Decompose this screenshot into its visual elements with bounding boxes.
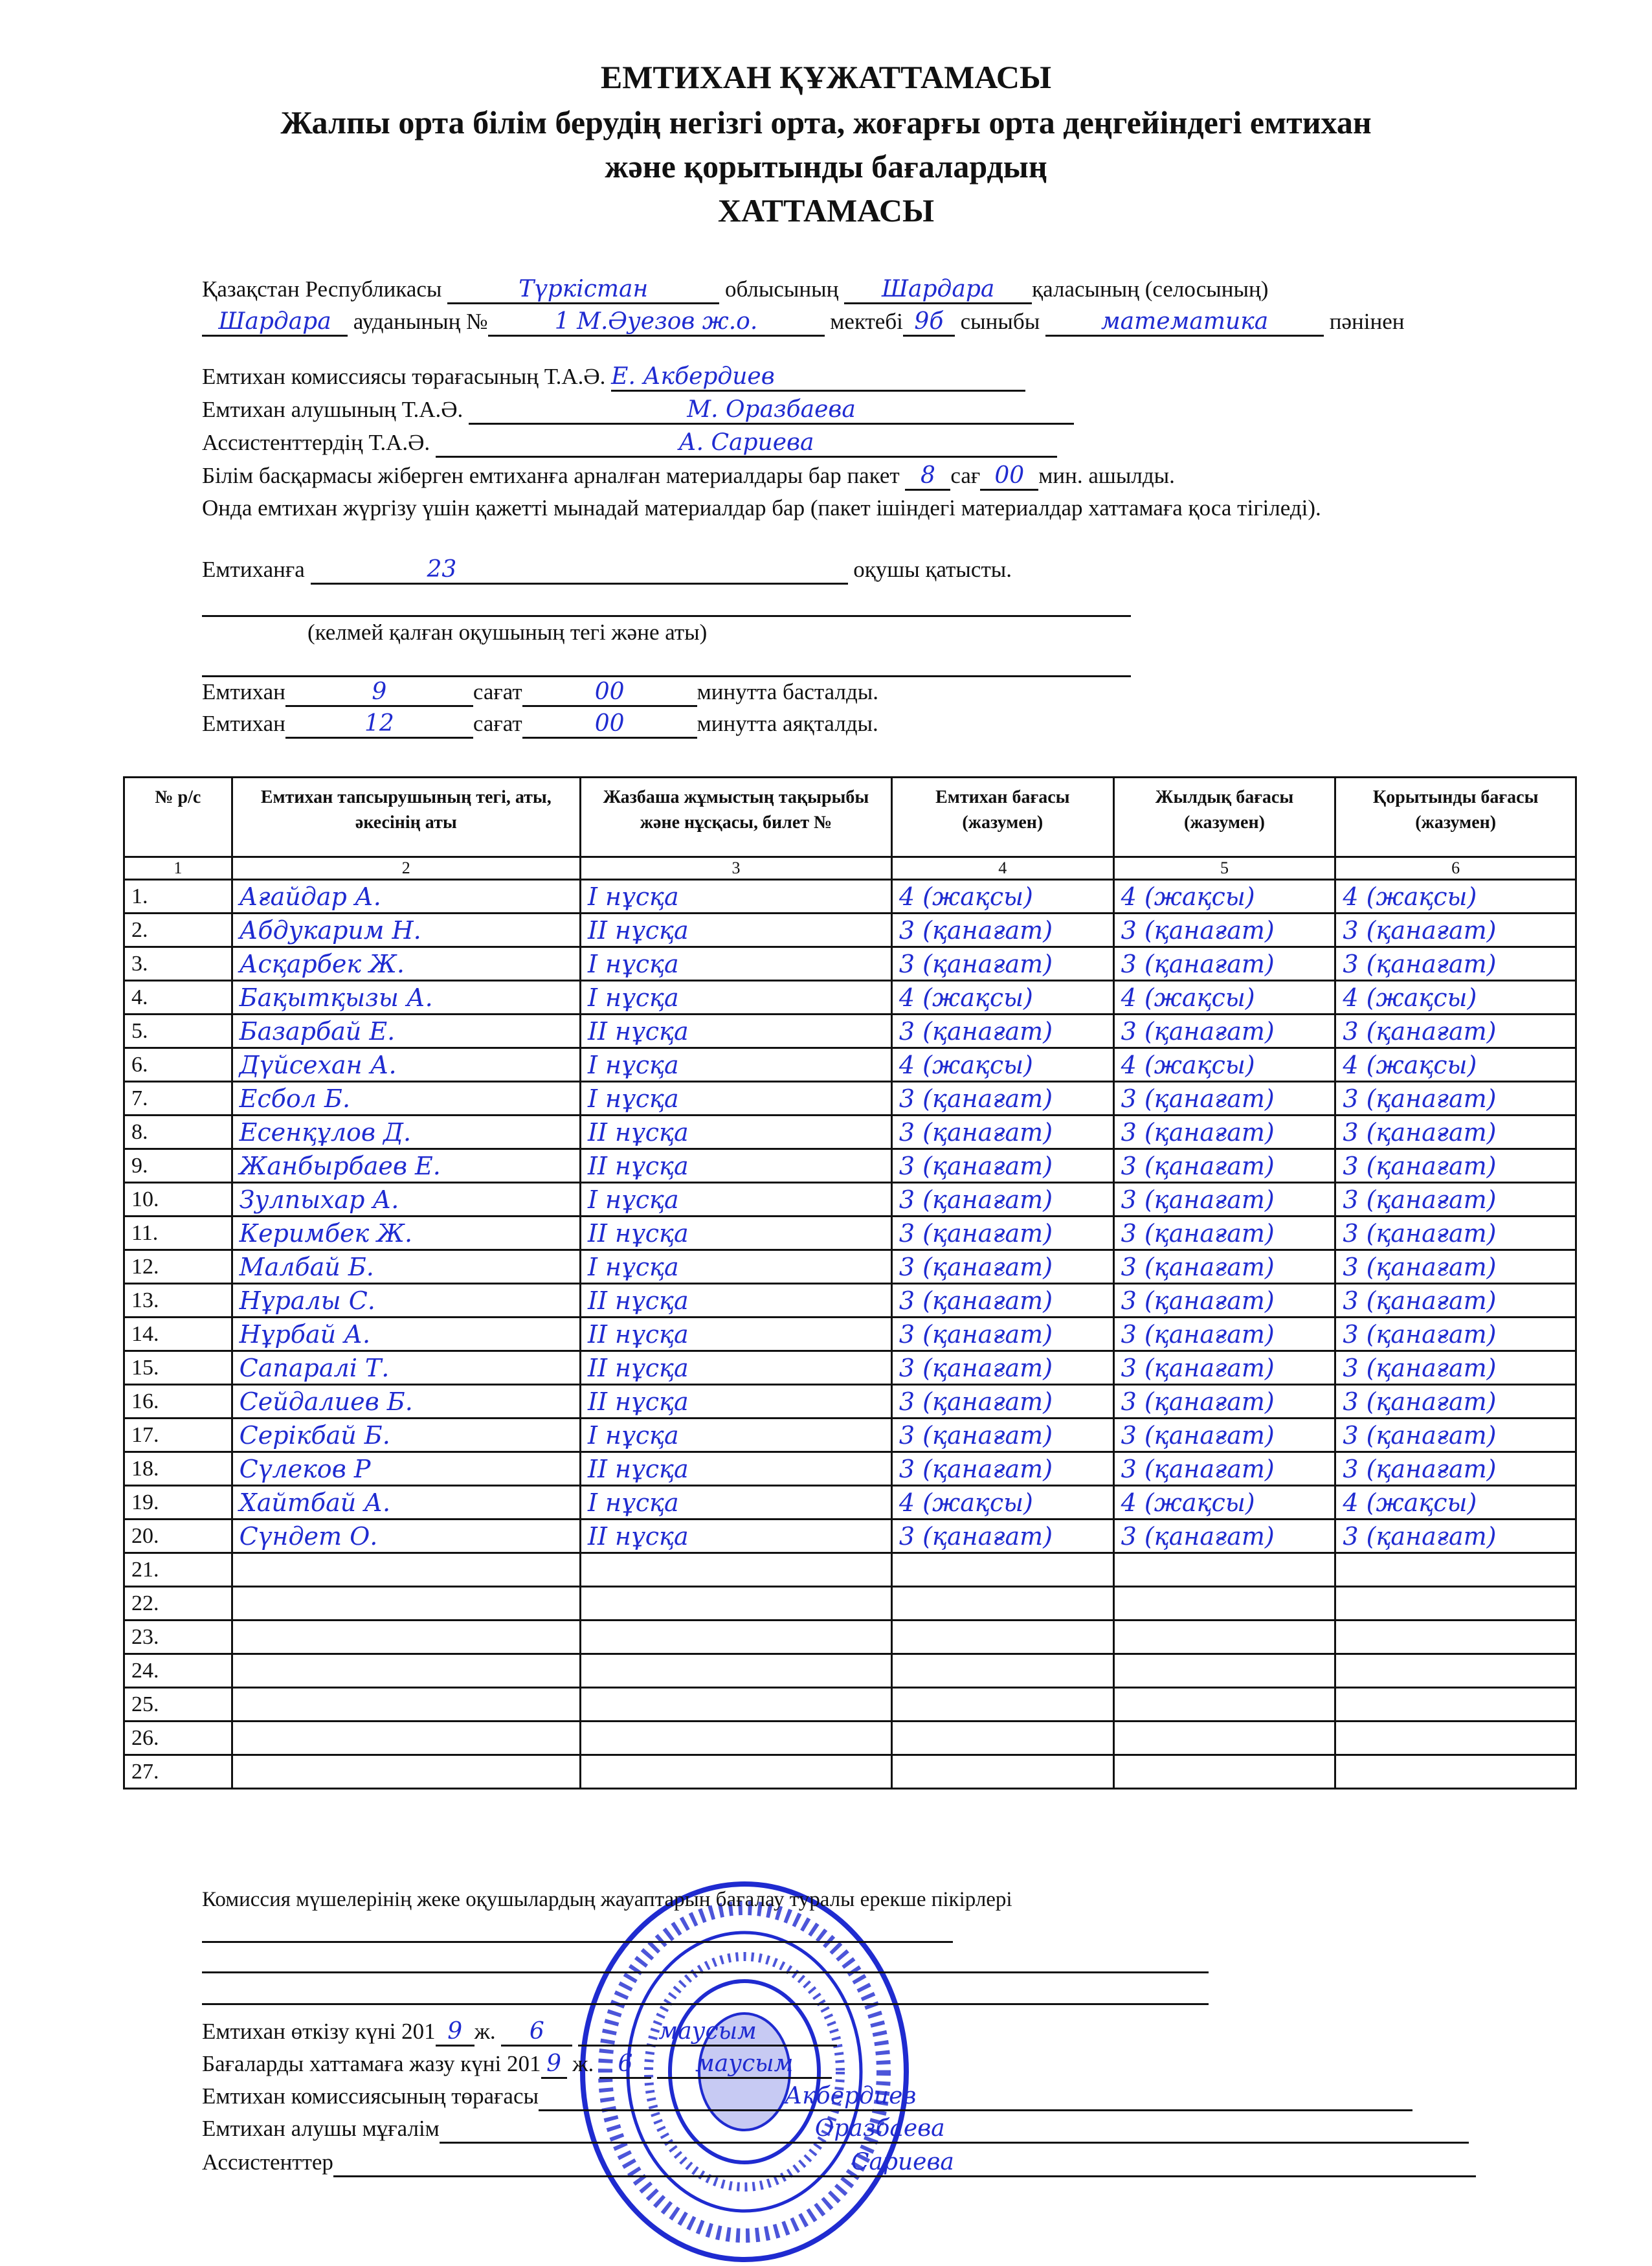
annual-grade: 4 (жақсы) bbox=[1113, 1048, 1335, 1082]
variant bbox=[580, 1621, 891, 1654]
grades-day: 6 bbox=[599, 2051, 651, 2079]
label: Емтихан комиссиясының төрағасы bbox=[202, 2083, 539, 2109]
student-name: Керимбек Ж. bbox=[232, 1217, 580, 1250]
chair-field: Е. Акбердиев bbox=[611, 364, 1025, 392]
variant: II нұсқа bbox=[580, 1520, 891, 1553]
exam-grade: 3 (қанағат) bbox=[891, 1116, 1113, 1149]
comments-line-1 bbox=[202, 1941, 953, 1943]
label: сыныбы bbox=[960, 309, 1040, 334]
final-grade: 3 (қанағат) bbox=[1335, 1082, 1576, 1116]
final-grade: 3 (қанағат) bbox=[1335, 914, 1576, 947]
student-name bbox=[232, 1755, 580, 1789]
exam-grade: 4 (жақсы) bbox=[891, 880, 1113, 914]
label: Ассистенттер bbox=[202, 2149, 333, 2175]
row-number: 25. bbox=[124, 1688, 232, 1722]
exam-grade bbox=[891, 1621, 1113, 1654]
variant: II нұсқа bbox=[580, 1217, 891, 1250]
row-number: 26. bbox=[124, 1722, 232, 1755]
variant: I нұсқа bbox=[580, 1183, 891, 1217]
table-row bbox=[124, 1520, 1576, 1553]
final-grade: 3 (қанағат) bbox=[1335, 1351, 1576, 1385]
row-number: 13. bbox=[124, 1284, 232, 1318]
assistant-signature: Сариева bbox=[333, 2149, 1476, 2177]
row-number: 10. bbox=[124, 1183, 232, 1217]
label: сағат bbox=[473, 679, 522, 704]
subject-field: математика bbox=[1045, 309, 1324, 337]
row-number: 19. bbox=[124, 1486, 232, 1520]
table-row bbox=[124, 1250, 1576, 1284]
exam-grade: 3 (қанағат) bbox=[891, 1082, 1113, 1116]
chair-line bbox=[202, 363, 1025, 392]
table-row bbox=[124, 1553, 1576, 1587]
table-row bbox=[124, 1688, 1576, 1722]
comments-line-3 bbox=[202, 2003, 1209, 2005]
end-line bbox=[202, 710, 878, 739]
annual-grade: 3 (қанағат) bbox=[1113, 1217, 1335, 1250]
exam-grade: 3 (қанағат) bbox=[891, 1250, 1113, 1284]
table-row bbox=[124, 1116, 1576, 1149]
column-number: 1 bbox=[124, 857, 232, 880]
annual-grade: 3 (қанағат) bbox=[1113, 1419, 1335, 1452]
exam-grade: 3 (қанағат) bbox=[891, 947, 1113, 981]
annual-grade: 3 (қанағат) bbox=[1113, 1183, 1335, 1217]
final-grade bbox=[1335, 1688, 1576, 1722]
column-number: 3 bbox=[580, 857, 891, 880]
row-number: 12. bbox=[124, 1250, 232, 1284]
student-name: Дүйсехан А. bbox=[232, 1048, 580, 1082]
student-name: Жанбырбаев Е. bbox=[232, 1149, 580, 1183]
label: сағ bbox=[950, 463, 981, 488]
final-grade bbox=[1335, 1587, 1576, 1621]
table-row bbox=[124, 914, 1576, 947]
row-number: 23. bbox=[124, 1621, 232, 1654]
variant: I нұсқа bbox=[580, 1486, 891, 1520]
label: № bbox=[466, 309, 488, 334]
table-row bbox=[124, 1015, 1576, 1048]
grades-table bbox=[123, 776, 1577, 1789]
label: Емтихан комиссиясы төрағасының Т.А.Ә. bbox=[202, 364, 606, 389]
final-grade: 3 (қанағат) bbox=[1335, 1452, 1576, 1486]
label: сағат bbox=[473, 711, 522, 736]
exam-grade: 4 (жақсы) bbox=[891, 981, 1113, 1015]
city-field: Шардара bbox=[844, 276, 1032, 304]
attendance-count: 23 bbox=[311, 557, 848, 585]
exam-grade: 3 (қанағат) bbox=[891, 1183, 1113, 1217]
annual-grade: 4 (жақсы) bbox=[1113, 981, 1335, 1015]
teacher-sign-line bbox=[202, 2115, 1469, 2144]
variant: I нұсқа bbox=[580, 1250, 891, 1284]
student-name bbox=[232, 1621, 580, 1654]
start-min: 00 bbox=[522, 679, 697, 707]
final-grade bbox=[1335, 1755, 1576, 1789]
assist-sign-line bbox=[202, 2148, 1476, 2177]
annual-grade bbox=[1113, 1722, 1335, 1755]
exam-grade: 3 (қанағат) bbox=[891, 1015, 1113, 1048]
label: Емтиханға bbox=[202, 557, 305, 582]
table-row bbox=[124, 1351, 1576, 1385]
annual-grade: 3 (қанағат) bbox=[1113, 1082, 1335, 1116]
table-row bbox=[124, 1486, 1576, 1520]
final-grade: 3 (қанағат) bbox=[1335, 1217, 1576, 1250]
student-name: Сапаралі Т. bbox=[232, 1351, 580, 1385]
table-row bbox=[124, 947, 1576, 981]
annual-grade: 3 (қанағат) bbox=[1113, 1351, 1335, 1385]
column-number: 6 bbox=[1335, 857, 1576, 880]
school-field: 1 М.Әуезов ж.о. bbox=[488, 309, 825, 337]
doc-subtitle-2: және қорытынды бағалардың bbox=[605, 148, 1047, 185]
doc-title-protocol: ХАТТАМАСЫ bbox=[717, 192, 935, 229]
exam-grade: 3 (қанағат) bbox=[891, 914, 1113, 947]
label: облысының bbox=[724, 276, 839, 302]
label: мектебі bbox=[830, 309, 903, 334]
row-number: 22. bbox=[124, 1587, 232, 1621]
student-name: Сүндет О. bbox=[232, 1520, 580, 1553]
final-grade: 3 (қанағат) bbox=[1335, 1149, 1576, 1183]
exam-grade: 3 (қанағат) bbox=[891, 1351, 1113, 1385]
final-grade: 4 (жақсы) bbox=[1335, 880, 1576, 914]
label: Емтихан bbox=[202, 711, 285, 736]
annual-grade bbox=[1113, 1688, 1335, 1722]
exam-grade bbox=[891, 1722, 1113, 1755]
final-grade bbox=[1335, 1722, 1576, 1755]
assistant-field: А. Сариева bbox=[436, 430, 1057, 458]
grade-field: 9б bbox=[903, 309, 955, 337]
district-field: Шардара bbox=[202, 309, 348, 337]
comments-label: Комиссия мүшелерінің жеке оқушылардың жауаптарын бағалау туралы ерекше пікірлері bbox=[202, 1888, 1012, 1911]
variant: II нұсқа bbox=[580, 1116, 891, 1149]
student-name: Асқарбек Ж. bbox=[232, 947, 580, 981]
annual-grade bbox=[1113, 1553, 1335, 1587]
final-grade: 3 (қанағат) bbox=[1335, 1116, 1576, 1149]
student-name: Бақытқызы А. bbox=[232, 981, 580, 1015]
column-header: Жазбаша жұмыстың тақырыбы және нұсқасы, билет № bbox=[580, 778, 891, 857]
row-number: 5. bbox=[124, 1015, 232, 1048]
label: Емтихан өткізу күні 201 bbox=[202, 2019, 436, 2044]
table-row bbox=[124, 1452, 1576, 1486]
student-name bbox=[232, 1654, 580, 1688]
final-grade: 4 (жақсы) bbox=[1335, 1048, 1576, 1082]
table-row bbox=[124, 880, 1576, 914]
exam-grade: 3 (қанағат) bbox=[891, 1520, 1113, 1553]
assistant-line bbox=[202, 429, 1057, 458]
final-grade bbox=[1335, 1654, 1576, 1688]
row-number: 3. bbox=[124, 947, 232, 981]
column-number: 5 bbox=[1113, 857, 1335, 880]
annual-grade: 3 (қанағат) bbox=[1113, 1149, 1335, 1183]
row-number: 9. bbox=[124, 1149, 232, 1183]
exam-grade: 3 (қанағат) bbox=[891, 1385, 1113, 1419]
grades-date-line bbox=[202, 2050, 832, 2079]
annual-grade bbox=[1113, 1755, 1335, 1789]
variant: II нұсқа bbox=[580, 1149, 891, 1183]
column-header: Жылдық бағасы (жазумен) bbox=[1113, 778, 1335, 857]
annual-grade: 3 (қанағат) bbox=[1113, 1250, 1335, 1284]
column-header: Қорытынды бағасы (жазумен) bbox=[1335, 778, 1576, 857]
exam-grade: 4 (жақсы) bbox=[891, 1486, 1113, 1520]
student-name: Есенқұлов Д. bbox=[232, 1116, 580, 1149]
table-row bbox=[124, 1048, 1576, 1082]
variant: I нұсқа bbox=[580, 981, 891, 1015]
row-number: 6. bbox=[124, 1048, 232, 1082]
variant bbox=[580, 1587, 891, 1621]
student-name: Малбай Б. bbox=[232, 1250, 580, 1284]
label: минутта басталды. bbox=[697, 679, 879, 704]
exam-grade bbox=[891, 1654, 1113, 1688]
student-name: Серікбай Б. bbox=[232, 1419, 580, 1452]
table-row bbox=[124, 1183, 1576, 1217]
student-name bbox=[232, 1722, 580, 1755]
annual-grade: 3 (қанағат) bbox=[1113, 947, 1335, 981]
student-name: Абдукарим Н. bbox=[232, 914, 580, 947]
table-row bbox=[124, 1284, 1576, 1318]
row-number: 24. bbox=[124, 1654, 232, 1688]
variant: I нұсқа bbox=[580, 1419, 891, 1452]
annual-grade: 3 (қанағат) bbox=[1113, 1116, 1335, 1149]
variant bbox=[580, 1722, 891, 1755]
end-min: 00 bbox=[522, 711, 697, 739]
row-number: 8. bbox=[124, 1116, 232, 1149]
annual-grade: 3 (қанағат) bbox=[1113, 1318, 1335, 1351]
variant: II нұсқа bbox=[580, 1385, 891, 1419]
annual-grade: 3 (қанағат) bbox=[1113, 914, 1335, 947]
absent-line bbox=[202, 615, 1131, 617]
final-grade: 4 (жақсы) bbox=[1335, 981, 1576, 1015]
row-number: 2. bbox=[124, 914, 232, 947]
exam-grade: 4 (жақсы) bbox=[891, 1048, 1113, 1082]
final-grade: 3 (қанағат) bbox=[1335, 1520, 1576, 1553]
exam-month: маусым bbox=[578, 2019, 837, 2047]
exam-grade: 3 (қанағат) bbox=[891, 1217, 1113, 1250]
examiner-field: М. Оразбаева bbox=[469, 397, 1074, 425]
variant: I нұсқа bbox=[580, 880, 891, 914]
comments-line-2 bbox=[202, 1971, 1209, 1973]
grades-year: 9 bbox=[541, 2051, 567, 2079]
label: қаласының (селосының) bbox=[1032, 276, 1269, 302]
label: минутта аяқталды. bbox=[697, 711, 878, 736]
final-grade: 3 (қанағат) bbox=[1335, 947, 1576, 981]
label: оқушы қатысты. bbox=[853, 557, 1012, 582]
row-number: 21. bbox=[124, 1553, 232, 1587]
student-name: Нұрбай А. bbox=[232, 1318, 580, 1351]
table-row bbox=[124, 1385, 1576, 1419]
table-row bbox=[124, 1318, 1576, 1351]
row-number: 14. bbox=[124, 1318, 232, 1351]
exam-grade: 3 (қанағат) bbox=[891, 1452, 1113, 1486]
exam-grade: 3 (қанағат) bbox=[891, 1318, 1113, 1351]
label: Ассистенттердің Т.А.Ә. bbox=[202, 430, 430, 455]
variant: I нұсқа bbox=[580, 1082, 891, 1116]
table-row bbox=[124, 1217, 1576, 1250]
exam-grade bbox=[891, 1688, 1113, 1722]
exam-year: 9 bbox=[436, 2019, 474, 2047]
column-header: Емтихан бағасы (жазумен) bbox=[891, 778, 1113, 857]
final-grade: 3 (қанағат) bbox=[1335, 1183, 1576, 1217]
variant bbox=[580, 1553, 891, 1587]
student-name: Сүлеков Р bbox=[232, 1452, 580, 1486]
student-name bbox=[232, 1553, 580, 1587]
final-grade: 3 (қанағат) bbox=[1335, 1385, 1576, 1419]
label: Емтихан алушы мұғалім bbox=[202, 2116, 440, 2141]
label: Қазақстан Республикасы bbox=[202, 276, 442, 302]
student-name bbox=[232, 1587, 580, 1621]
annual-grade bbox=[1113, 1621, 1335, 1654]
start-hour: 9 bbox=[285, 679, 473, 707]
chair-sign-line bbox=[202, 2082, 1412, 2111]
table-row bbox=[124, 1722, 1576, 1755]
student-name: Есбол Б. bbox=[232, 1082, 580, 1116]
annual-grade: 3 (қанағат) bbox=[1113, 1015, 1335, 1048]
table-row bbox=[124, 1082, 1576, 1116]
absent-line-2 bbox=[202, 675, 1131, 677]
variant: I нұсқа bbox=[580, 1048, 891, 1082]
absent-caption: (келмей қалған оқушының тегі және аты) bbox=[307, 620, 708, 645]
label: ж. bbox=[474, 2019, 496, 2044]
examiner-line bbox=[202, 396, 1074, 425]
label: ауданының bbox=[353, 309, 461, 334]
exam-grade bbox=[891, 1587, 1113, 1621]
variant: II нұсқа bbox=[580, 914, 891, 947]
student-name: Хайтбай А. bbox=[232, 1486, 580, 1520]
student-name: Ағайдар А. bbox=[232, 880, 580, 914]
row-number: 18. bbox=[124, 1452, 232, 1486]
table-row bbox=[124, 1419, 1576, 1452]
annual-grade: 3 (қанағат) bbox=[1113, 1452, 1335, 1486]
row-number: 1. bbox=[124, 880, 232, 914]
annual-grade: 4 (жақсы) bbox=[1113, 880, 1335, 914]
exam-grade bbox=[891, 1755, 1113, 1789]
student-name bbox=[232, 1688, 580, 1722]
table-row bbox=[124, 1149, 1576, 1183]
table-row bbox=[124, 981, 1576, 1015]
variant: I нұсқа bbox=[580, 947, 891, 981]
student-name: Зулпыхар А. bbox=[232, 1183, 580, 1217]
annual-grade: 4 (жақсы) bbox=[1113, 1486, 1335, 1520]
variant: II нұсқа bbox=[580, 1015, 891, 1048]
column-header: № р/с bbox=[124, 778, 232, 857]
packet-min: 00 bbox=[980, 463, 1038, 491]
final-grade bbox=[1335, 1621, 1576, 1654]
row-number: 4. bbox=[124, 981, 232, 1015]
variant: II нұсқа bbox=[580, 1318, 891, 1351]
attendance-line bbox=[202, 555, 1012, 585]
doc-subtitle: Жалпы орта білім берудің негізгі орта, жоғарғы орта деңгейіндегі емтихан bbox=[280, 104, 1372, 140]
annual-grade: 3 (қанағат) bbox=[1113, 1284, 1335, 1318]
student-name: Базарбай Е. bbox=[232, 1015, 580, 1048]
final-grade bbox=[1335, 1553, 1576, 1587]
final-grade: 3 (қанағат) bbox=[1335, 1015, 1576, 1048]
table-row bbox=[124, 1755, 1576, 1789]
variant bbox=[580, 1755, 891, 1789]
column-header: Емтихан тапсырушының тегі, аты, әкесінің аты bbox=[232, 778, 580, 857]
column-number: 4 bbox=[891, 857, 1113, 880]
start-line bbox=[202, 678, 878, 707]
table-row bbox=[124, 1621, 1576, 1654]
label: Емтихан bbox=[202, 679, 285, 704]
label: Бағаларды хаттамаға жазу күні 201 bbox=[202, 2051, 541, 2076]
school-line bbox=[202, 308, 1404, 337]
row-number: 16. bbox=[124, 1385, 232, 1419]
variant: II нұсқа bbox=[580, 1351, 891, 1385]
final-grade: 3 (қанағат) bbox=[1335, 1250, 1576, 1284]
teacher-signature: Оразбаева bbox=[440, 2116, 1469, 2144]
end-hour: 12 bbox=[285, 711, 473, 739]
exam-date-line bbox=[202, 2017, 837, 2047]
variant bbox=[580, 1688, 891, 1722]
student-name: Сейдалиев Б. bbox=[232, 1385, 580, 1419]
exam-grade: 3 (қанағат) bbox=[891, 1419, 1113, 1452]
variant: II нұсқа bbox=[580, 1452, 891, 1486]
final-grade: 3 (қанағат) bbox=[1335, 1318, 1576, 1351]
exam-grade: 3 (қанағат) bbox=[891, 1284, 1113, 1318]
column-number: 2 bbox=[232, 857, 580, 880]
chair-signature: Акбердиев bbox=[539, 2083, 1412, 2111]
label: Емтихан алушының Т.А.Ә. bbox=[202, 397, 463, 422]
annual-grade: 3 (қанағат) bbox=[1113, 1520, 1335, 1553]
label: Білім басқармасы жіберген емтиханға арналған материалдары бар пакет bbox=[202, 463, 900, 488]
student-name: Нұралы С. bbox=[232, 1284, 580, 1318]
region-field: Түркістан bbox=[447, 276, 719, 304]
label: пәнінен bbox=[1329, 309, 1405, 334]
grades-month: маусым bbox=[657, 2051, 832, 2079]
table-row bbox=[124, 1587, 1576, 1621]
label: мин. ашылды. bbox=[1038, 463, 1175, 488]
exam-grade bbox=[891, 1553, 1113, 1587]
final-grade: 4 (жақсы) bbox=[1335, 1486, 1576, 1520]
packet-line bbox=[202, 462, 1175, 491]
exam-grade: 3 (қанағат) bbox=[891, 1149, 1113, 1183]
row-number: 15. bbox=[124, 1351, 232, 1385]
variant bbox=[580, 1654, 891, 1688]
table-row bbox=[124, 1654, 1576, 1688]
row-number: 17. bbox=[124, 1419, 232, 1452]
materials-text: Онда емтихан жүргізу үшін қажетті мынадай материалдар бар (пакет ішіндегі материалдар хаттамаға қоса тігіледі). bbox=[202, 495, 1321, 521]
annual-grade: 3 (қанағат) bbox=[1113, 1385, 1335, 1419]
doc-title: ЕМТИХАН ҚҰЖАТТАМАСЫ bbox=[600, 59, 1052, 95]
row-number: 7. bbox=[124, 1082, 232, 1116]
row-number: 27. bbox=[124, 1755, 232, 1789]
annual-grade bbox=[1113, 1654, 1335, 1688]
final-grade: 3 (қанағат) bbox=[1335, 1284, 1576, 1318]
variant: II нұсқа bbox=[580, 1284, 891, 1318]
location-line bbox=[202, 275, 1268, 304]
row-number: 20. bbox=[124, 1520, 232, 1553]
exam-day: 6 bbox=[501, 2019, 572, 2047]
row-number: 11. bbox=[124, 1217, 232, 1250]
label: ж. bbox=[572, 2051, 594, 2076]
packet-hour: 8 bbox=[905, 463, 950, 491]
final-grade: 3 (қанағат) bbox=[1335, 1419, 1576, 1452]
annual-grade bbox=[1113, 1587, 1335, 1621]
